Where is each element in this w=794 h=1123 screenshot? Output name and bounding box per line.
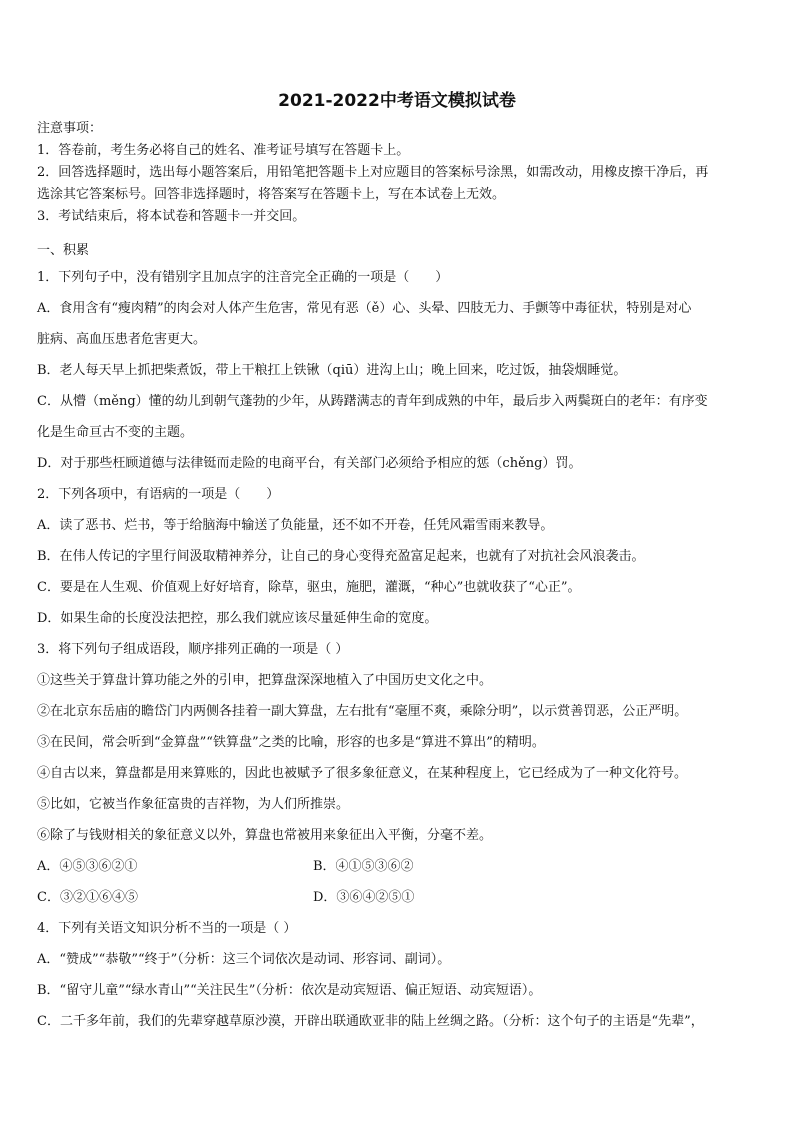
option-c: C．③②①⑥④⑤	[37, 890, 138, 905]
option-c: C．要是在人生观、价值观上好好培育，除草，驱虫，施肥，灌溉，“种心”也就收获了“心正”。	[37, 580, 581, 595]
sentence-5: ⑤比如，它被当作象征富贵的吉祥物，为人们所推崇。	[37, 797, 350, 812]
sentence-2: ②在北京东岳庙的瞻岱门内两侧各挂着一副大算盘，左右批有“毫厘不爽，乘除分明”，以示赏善罚恶，公正严明。	[37, 704, 688, 719]
sentence-1: ①这些关于算盘计算功能之外的引申，把算盘深深地植入了中国历史文化之中。	[37, 673, 493, 688]
option-a: A．④⑤③⑥②①	[37, 859, 138, 874]
section-heading: 一、积累	[37, 243, 90, 258]
question-stem: 1．下列句子中，没有错别字且加点字的注音完全正确的一项是（ ）	[37, 270, 449, 285]
question-1	[37, 262, 762, 479]
notice-item: 1．答卷前，考生务必将自己的姓名、准考证号填写在答题卡上。	[37, 143, 410, 158]
sentence-6: ⑥除了与钱财相关的象征意义以外，算盘也常被用来象征出入平衡，分毫不差。	[37, 828, 493, 843]
notice-heading: 注意事项：	[37, 121, 103, 136]
option-d: D．对于那些枉顾道德与法律铤而走险的电商平台，有关部门必须给予相应的惩（chěng）罚。	[37, 456, 582, 471]
page-title: 2021-2022中考语文模拟试卷	[278, 91, 516, 111]
notice-item: 2．回答选择题时，选出每小题答案后，用铅笔把答题卡上对应题目的答案标号涂黑，如需改动，用橡皮擦干净后，再	[37, 165, 709, 180]
question-stem: 4．下列有关语文知识分析不当的一项是（ ）	[37, 921, 297, 936]
question-3	[37, 634, 762, 913]
notice-item: 3．考试结束后，将本试卷和答题卡一并交回。	[37, 209, 306, 224]
exam-content	[37, 118, 762, 1037]
option-a: A．食用含有“瘦肉精”的肉会对人体产生危害，常见有恶（ě）心、头晕、四肢无力、手颤等中毒征状，特别是对心	[37, 301, 692, 316]
option-b: B．④①⑤③⑥②	[313, 859, 414, 874]
options-row-2	[37, 882, 762, 913]
option-a: A．“赞成”“恭敬”“终于”（分析：这三个词依次是动词、形容词、副词）。	[37, 952, 451, 967]
options-row-1	[37, 851, 762, 882]
question-stem: 3．将下列句子组成语段，顺序排列正确的一项是（ ）	[37, 642, 349, 657]
option-b: B．在伟人传记的字里行间汲取精神养分，让自己的身心变得充盈富足起来，也就有了对抗社会风浪袭击。	[37, 549, 645, 564]
sentence-4: ④自古以来，算盘都是用来算账的，因此也被赋予了很多象征意义，在某种程度上，它已经成为了一种文化符号。	[37, 766, 688, 781]
option-c-cont: 化是生命亘古不变的主题。	[37, 425, 194, 440]
option-c: C．从懵（měng）懂的幼儿到朝气蓬勃的少年，从踌躇满志的青年到成熟的中年，最后步入两鬓斑白的老年：有序变	[37, 394, 708, 409]
option-b: B．“留守儿童”“绿水青山”“关注民生”（分析：依次是动宾短语、偏正短语、动宾短语）。	[37, 983, 542, 998]
notice-block	[37, 118, 762, 228]
sentence-3: ③在民间，常会听到“金算盘”“铁算盘”之类的比喻，形容的也多是“算进不算出”的精明。	[37, 735, 545, 750]
question-2	[37, 479, 762, 634]
option-c: C．二千多年前，我们的先辈穿越草原沙漠，开辟出联通欧亚非的陆上丝绸之路。（分析：这个句子的主语是“先辈”，	[37, 1014, 704, 1029]
option-b: B．老人每天早上抓把柴煮饭，带上干粮扛上铁锹（qiū）进沟上山；晚上回来，吃过饭，抽袋烟睡觉。	[37, 363, 627, 378]
notice-item: 选涂其它答案标号。回答非选择题时，将答案写在答题卡上，写在本试卷上无效。	[37, 187, 506, 202]
question-stem: 2．下列各项中，有语病的一项是（ ）	[37, 487, 280, 502]
option-a: A．读了恶书、烂书，等于给脑海中输送了负能量，还不如不开卷，任凭风霜雪雨来教导。	[37, 518, 554, 533]
question-4	[37, 913, 762, 1037]
option-d: D．如果生命的长度没法把控，那么我们就应该尽量延伸生命的宽度。	[37, 611, 438, 626]
option-a-cont: 脏病、高血压患者危害更大。	[37, 332, 207, 347]
option-d: D．③⑥④②⑤①	[313, 890, 415, 905]
